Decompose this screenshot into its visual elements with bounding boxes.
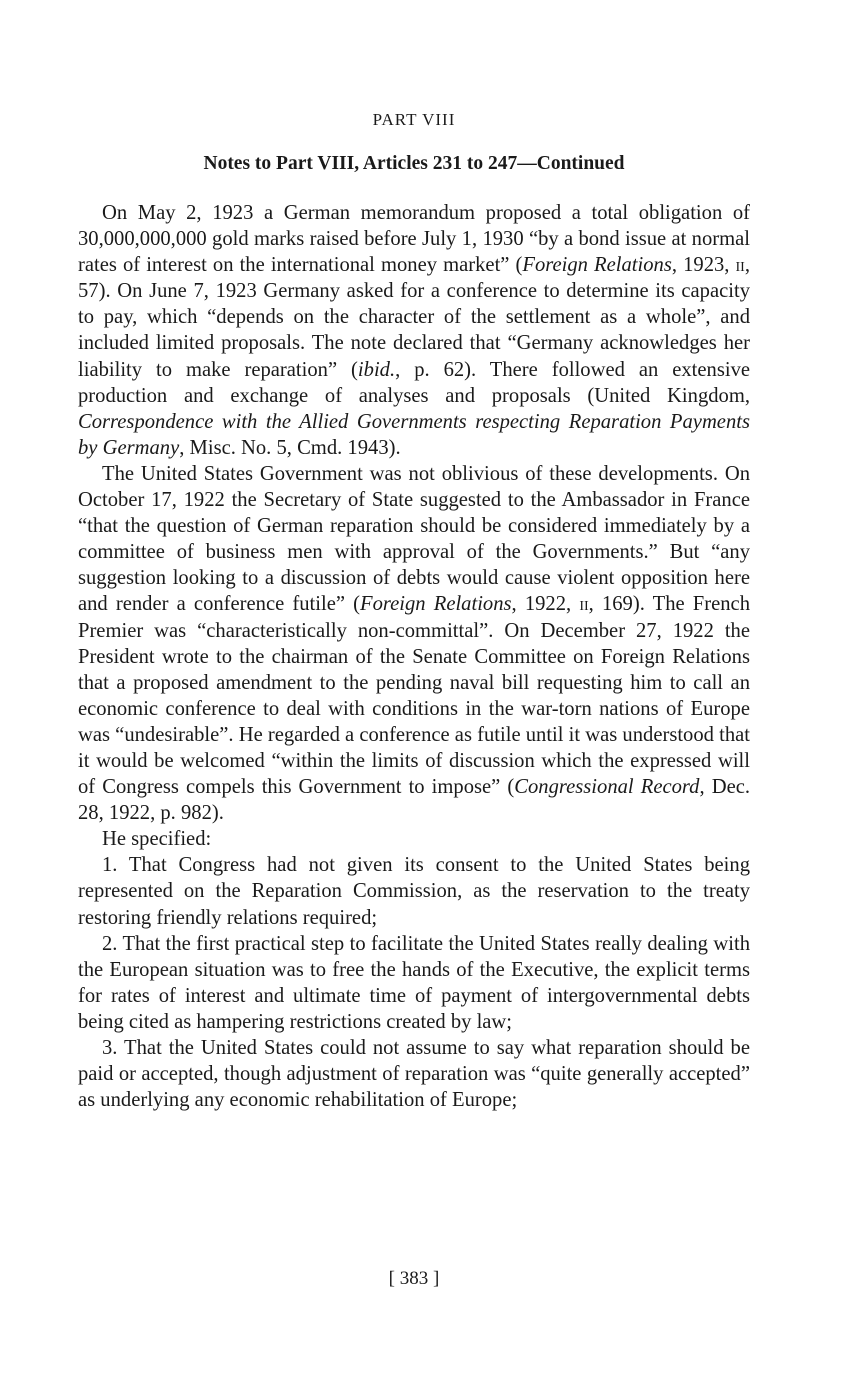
citation-title: Correspondence with the Allied Governments respecting Reparation Payments by Germany	[78, 410, 750, 459]
list-item-2: 2. That the first practical step to facilitate the United States really dealing with the European situation was to free the hands of the Executive, the explicit terms for rates of interest and ultimate time of payment of intergovernmental debts being cited as hampering restrictions created by law;	[78, 932, 750, 1033]
citation-title: ibid.	[357, 358, 396, 381]
page-number: [ 383 ]	[388, 1268, 440, 1289]
paragraph-united-states-government: The United States Government was not oblivious of these developments. On October 17, 1922 the Secretary of State suggested to the Ambassador in France “that the question of German reparation should be considered immediately by a committee of business men with approval of the Governments.” But “any suggestion looking to a discussion of debts would cause violent opposition here and render a conference futile” (Foreign Relations, 1922, ii, 169). The French Premier was “characteristically non-committal”. On December 27, 1922 the President wrote to the chairman of the Senate Committee on Foreign Relations that a proposed amendment to the pending naval bill requesting him to call an economic conference to deal with conditions in the war-torn nations of Europe was “undesirable”. He regarded a conference as futile until it was understood that it would be welcomed “within the limits of discussion which the expressed will of Congress compels this Government to impose” (Congressional Record, Dec. 28, 1922, p. 982).	[78, 462, 750, 825]
paragraph-he-specified: He specified:	[102, 828, 212, 851]
body-text	[78, 200, 750, 1113]
list-item-1: 1. That Congress had not given its consent to the United States being represented on the Reparation Commission, as the reservation to the treaty restoring friendly relations required;	[78, 854, 750, 929]
citation-title: Foreign Relations	[522, 254, 672, 277]
citation-title: Foreign Relations	[360, 593, 512, 616]
list-item-3: 3. That the United States could not assume to say what reparation should be paid or accepted, though adjustment of reparation was “quite generally accepted” as underlying any economic rehabilitation of Europe;	[78, 1037, 750, 1112]
part-label: PART VIII	[372, 110, 456, 129]
citation-title: Congressional Record	[514, 776, 700, 799]
section-heading: Notes to Part VIII, Articles 231 to 247—Continued	[203, 153, 625, 174]
paragraph-german-memorandum: On May 2, 1923 a German memorandum proposed a total obligation of 30,000,000,000 gold marks raised before July 1, 1930 “by a bond issue at normal rates of interest on the international money market” (Foreign Relations, 1923, ii, 57). On June 7, 1923 Germany asked for a conference to determine its capacity to pay, which “depends on the character of the settlement as a whole”, and included limited proposals. The note declared that “Germany acknowledges her liability to make reparation” (ibid., p. 62). There followed an extensive production and exchange of analyses and proposals (United Kingdom, Correspondence with the Allied Governments respecting Reparation Payments by Germany, Misc. No. 5, Cmd. 1943).	[78, 202, 751, 459]
